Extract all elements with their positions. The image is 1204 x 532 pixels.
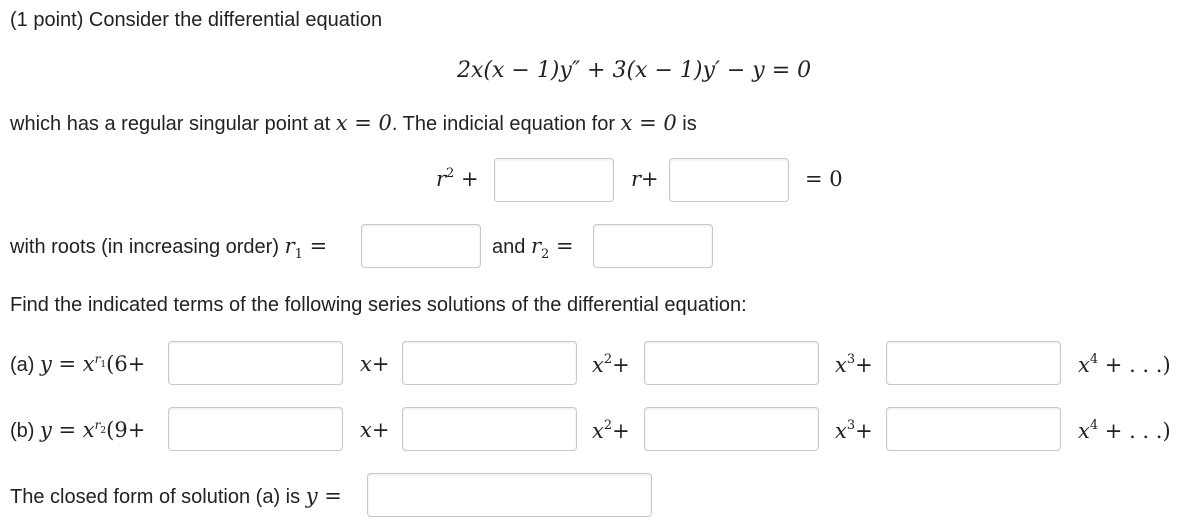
indicial-coefficient-2-input[interactable] xyxy=(669,158,789,202)
and-text: and xyxy=(492,236,531,258)
series-b-ellipsis: + . . .) xyxy=(1098,419,1171,443)
series-b-prefix xyxy=(10,418,145,443)
indicial-plus: + xyxy=(454,167,479,191)
series-b-exp-r: r xyxy=(94,418,101,432)
series-a-exp-r: r xyxy=(94,352,101,366)
series-b-x2-term xyxy=(592,418,630,443)
series-a-coef-1-input[interactable] xyxy=(168,341,343,385)
r1-equals: = xyxy=(302,234,328,258)
series-a-x4-exp: 4 xyxy=(1089,352,1099,367)
r1-input[interactable] xyxy=(361,224,481,268)
series-a-coef-2-input[interactable] xyxy=(402,341,577,385)
roots-text: with roots (in increasing order) xyxy=(10,236,285,258)
series-b-coef-4-input[interactable] xyxy=(886,407,1061,451)
r2-input[interactable] xyxy=(593,224,713,268)
series-b-coef-3-input[interactable] xyxy=(644,407,819,451)
differential-equation: 2x(x − 1)y″ + 3(x − 1)y′ − y = 0 xyxy=(457,58,812,83)
series-b-x4-exp: 4 xyxy=(1089,418,1099,433)
series-b-x4-base: x xyxy=(1078,419,1090,443)
r1-subscript: 1 xyxy=(294,247,303,262)
series-a-x-term: x+ xyxy=(360,352,390,376)
series-a-ellipsis: + . . .) xyxy=(1098,353,1171,377)
series-b-x3-plus: + xyxy=(855,419,873,443)
series-a-y: y = x xyxy=(40,352,95,376)
singular-text-post: is xyxy=(676,113,697,135)
roots-and-label xyxy=(492,234,574,262)
singular-point-value: x = 0 xyxy=(335,111,392,135)
series-a-prefix xyxy=(10,352,145,377)
closed-form-input[interactable] xyxy=(367,473,652,517)
series-a-x3-base: x xyxy=(835,353,847,377)
series-b-x3-term xyxy=(835,418,873,443)
series-a-start: (6+ xyxy=(106,352,146,376)
indicial-r: r xyxy=(436,167,447,191)
series-a-x4-base: x xyxy=(1078,353,1090,377)
series-a-label: (a) xyxy=(10,354,40,376)
r2-symbol: r xyxy=(530,234,541,258)
series-a-x2-base: x xyxy=(592,353,604,377)
series-b-coef-2-input[interactable] xyxy=(402,407,577,451)
series-a-coef-4-input[interactable] xyxy=(886,341,1061,385)
series-b-x3-base: x xyxy=(835,419,847,443)
r2-equals: = xyxy=(549,234,574,258)
singular-point-sentence xyxy=(10,111,697,136)
series-a-coef-3-input[interactable] xyxy=(644,341,819,385)
series-a-exp-sub: 1 xyxy=(100,360,107,370)
series-b-start: (9+ xyxy=(106,418,146,442)
closed-form-text: The closed form of solution (a) is xyxy=(10,486,306,508)
series-b-coef-1-input[interactable] xyxy=(168,407,343,451)
series-b-exp-sub: 2 xyxy=(100,426,107,436)
singular-text-pre: which has a regular singular point at xyxy=(10,113,336,135)
series-a-x2-term xyxy=(592,352,630,377)
problem-intro: (1 point) Consider the differential equation xyxy=(10,9,383,31)
indicial-r-squared xyxy=(436,166,479,191)
r2-subscript: 2 xyxy=(540,247,550,262)
series-b-x2-exp: 2 xyxy=(603,418,613,433)
indicial-exponent: 2 xyxy=(446,166,455,181)
series-b-y: y = x xyxy=(40,418,95,442)
series-b-label: (b) xyxy=(10,420,40,442)
series-b-x3-exp: 3 xyxy=(846,418,856,433)
series-b-x2-plus: + xyxy=(612,419,630,443)
series-b-x2-base: x xyxy=(592,419,604,443)
r1-symbol: r xyxy=(284,234,295,258)
series-b-x-term: x+ xyxy=(360,418,390,442)
series-a-x2-plus: + xyxy=(612,353,630,377)
series-a-x2-exp: 2 xyxy=(603,352,613,367)
series-a-x3-term xyxy=(835,352,873,377)
series-b-tail xyxy=(1078,418,1171,443)
roots-label xyxy=(10,234,327,262)
series-instructions: Find the indicated terms of the following series solutions of the differential equation: xyxy=(10,294,747,316)
indicial-r-plus: r+ xyxy=(631,167,659,191)
indicial-equals-zero: = 0 xyxy=(805,167,843,191)
closed-form-y: y = xyxy=(305,484,342,508)
indicial-coefficient-1-input[interactable] xyxy=(494,158,614,202)
series-a-x3-plus: + xyxy=(855,353,873,377)
indicial-point-value: x = 0 xyxy=(620,111,677,135)
series-a-tail xyxy=(1078,352,1171,377)
singular-text-mid: . The indicial equation for xyxy=(391,113,621,135)
closed-form-label xyxy=(10,484,342,509)
series-a-x3-exp: 3 xyxy=(846,352,856,367)
